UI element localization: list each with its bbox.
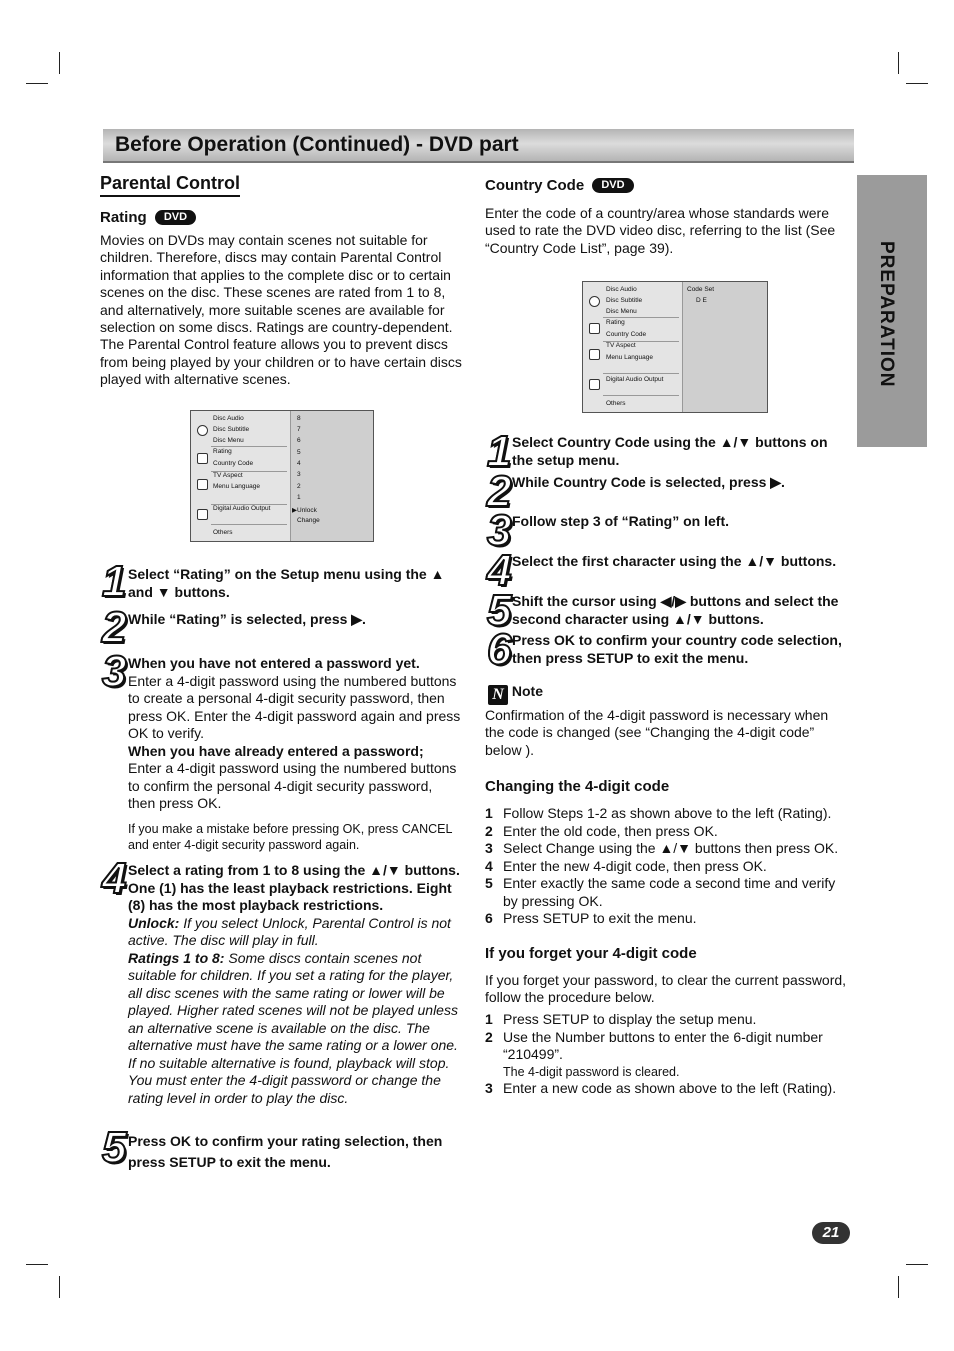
lock-icon — [589, 323, 600, 334]
rating-heading-text: Rating — [100, 209, 147, 226]
menu-item: Disc Menu — [213, 437, 244, 444]
step-number: 5 — [102, 1123, 123, 1172]
note-body: Confirmation of the 4-digit password is necessary when the code is changed (see “Changing the 4-digit code” below ). — [485, 707, 829, 758]
menu-item: Country Code — [213, 460, 254, 467]
list-item-hint: The 4-digit password is cleared. — [503, 1064, 680, 1079]
crop-mark — [59, 1276, 60, 1298]
list-item: 1 Follow Steps 1-2 as shown above to the left (Rating). — [485, 805, 832, 821]
rating-value: 8 — [297, 415, 301, 422]
section-tab — [857, 175, 927, 447]
menu-item: Disc Audio — [213, 415, 244, 422]
tv-icon — [197, 479, 208, 490]
crop-mark — [26, 1264, 48, 1265]
list-item: 5 Enter exactly the same code a second time and verify by pressing OK. — [485, 875, 836, 909]
step-number: 1 — [102, 557, 123, 606]
rating-heading — [100, 209, 196, 226]
crop-mark — [26, 83, 48, 84]
menu-item: Disc Subtitle — [606, 297, 643, 304]
menu-item: Country Code — [606, 331, 647, 338]
unlock-label: Unlock: — [128, 914, 180, 931]
speaker-icon — [589, 379, 600, 390]
step-text: Select Country Code using the ▲/▼ buttons on the setup menu. — [512, 434, 828, 468]
page-header — [103, 129, 854, 163]
list-item: 3 Select Change using the ▲/▼ buttons then press OK. — [485, 840, 839, 856]
disc-icon — [197, 425, 208, 436]
rating-value: ▶Unlock — [292, 507, 317, 514]
menu-item: Rating — [606, 319, 625, 326]
disc-icon — [589, 296, 600, 307]
menu-item: Rating — [213, 448, 232, 455]
menu-item: Digital Audio Output — [606, 376, 664, 383]
ratings-text: Some discs contain scenes not suitable for children. If you set a rating for the player, all disc scenes with the same rating or lower will be played. Higher rated scenes will not be played unless an alternative scene is available on the disc. The alternative must have the same rating or a lower one. If no suitable alternative is found, playback will stop. You must enter the 4-digit password or change the rating level in order to play the disc. — [128, 949, 458, 1106]
menu-item: TV Aspect — [606, 342, 636, 349]
step-number: 3 — [102, 647, 123, 696]
step-text: Press OK to confirm your country code selection, then press SETUP to exit the menu. — [512, 632, 842, 666]
forget-code-description: If you forget your password, to clear the current password, follow the procedure below. — [485, 972, 847, 1006]
setup-menu-country-code — [582, 281, 768, 413]
section-tab-label: PREPARATION — [876, 241, 897, 388]
note-icon: N — [488, 685, 508, 705]
rating-description: Movies on DVDs may contain scenes not suitable for children. Therefore, discs may contain Parental Control information that applies to the complete disc or to certain scenes on the disc. These scenes are rated from 1 to 8, and alternatively, more suitable scenes are available for selection on some discs. Ratings are country-dependent. The Parental Control feature allows you to prevent discs from being played by your children or to have certain discs played with alternative scenes. — [100, 232, 462, 388]
unlock-text: If you select Unlock, Parental Control is not active. The disc will play in full. — [128, 914, 451, 948]
step-text: While “Rating” is selected, press ▶. — [128, 611, 366, 627]
menu-item: Menu Language — [606, 354, 653, 361]
speaker-icon — [197, 509, 208, 520]
rating-value: 3 — [297, 471, 301, 478]
rating-value: 5 — [297, 449, 301, 456]
list-item: 2 Enter the old code, then press OK. — [485, 822, 718, 839]
forget-code-heading: If you forget your 4-digit code — [485, 945, 697, 962]
crop-mark — [59, 52, 60, 74]
step-subheading: Select a rating from 1 to 8 using the ▲/▼ buttons. One (1) has the least playback restrictions. Eight (8) has the most playback restrictions. — [128, 862, 460, 913]
step-text: Select the first character using the ▲/▼ buttons. — [512, 553, 837, 569]
list-item: 1 Press SETUP to display the setup menu. — [485, 1011, 757, 1027]
step-text: Follow step 3 of “Rating” on left. — [512, 513, 729, 529]
step-subheading: When you have not entered a password yet. — [128, 655, 420, 671]
forget-code-list — [485, 1011, 849, 1097]
crop-mark — [898, 52, 899, 74]
note-title: Note — [511, 683, 544, 699]
note-heading — [488, 683, 543, 705]
menu-item: TV Aspect — [213, 472, 243, 479]
crop-mark — [898, 1276, 899, 1298]
section-title — [100, 173, 240, 197]
list-item: 3 Enter a new code as shown above to the left (Rating). — [485, 1079, 837, 1096]
rating-value: 1 — [297, 494, 301, 501]
step-3-block — [128, 655, 462, 853]
menu-item: Others — [213, 529, 233, 536]
code-set-value: D E — [696, 297, 707, 304]
step-number: 1 — [487, 427, 508, 476]
step-number: 4 — [102, 854, 123, 903]
crop-mark — [906, 1264, 928, 1265]
rating-value: Change — [297, 517, 320, 524]
list-item: 2 Use the Number buttons to enter the 6-digit number “210499”. The 4-digit password is cleared. — [485, 1029, 849, 1080]
menu-item: Disc Audio — [606, 286, 637, 293]
step-body: Enter a 4-digit password using the numbered buttons to confirm the personal 4-digit security password, then press OK. — [128, 760, 457, 811]
page-number: 21 — [812, 1222, 850, 1244]
lock-icon — [197, 453, 208, 464]
menu-item: Digital Audio Output — [213, 505, 271, 512]
menu-item: Others — [606, 400, 626, 407]
change-code-heading: Changing the 4-digit code — [485, 778, 670, 795]
step-subheading: When you have already entered a password; — [128, 742, 424, 759]
section-title-text: Parental Control — [100, 173, 241, 193]
dvd-badge: DVD — [592, 178, 633, 193]
step-number: 2 — [102, 603, 123, 652]
step-hint: If you make a mistake before pressing OK, press CANCEL and enter 4-digit security password again. — [128, 821, 452, 852]
rating-value: 2 — [297, 483, 301, 490]
step-number: 6 — [487, 625, 508, 674]
step-text: While Country Code is selected, press ▶. — [512, 474, 785, 490]
page-title: Before Operation (Continued) - DVD part — [115, 133, 519, 156]
step-number: 3 — [487, 506, 508, 555]
tv-icon — [589, 349, 600, 360]
step-number: 2 — [487, 467, 508, 516]
menu-item: Menu Language — [213, 483, 260, 490]
menu-item: Disc Menu — [606, 308, 637, 315]
step-4-block — [128, 862, 462, 1107]
rating-value: 7 — [297, 426, 301, 433]
step-text: Shift the cursor using ◀/▶ buttons and select the second character using ▲/▼ buttons. — [512, 593, 839, 627]
country-code-heading-text: Country Code — [485, 177, 585, 194]
menu-item: Disc Subtitle — [213, 426, 250, 433]
country-code-heading — [485, 177, 634, 194]
ratings-label: Ratings 1 to 8: — [128, 949, 225, 966]
list-item: 4 Enter the new 4-digit code, then press OK. — [485, 857, 767, 874]
code-set-label: Code Set — [687, 286, 715, 293]
setup-menu-rating — [190, 410, 374, 542]
step-body: Enter a 4-digit password using the numbered buttons to create a personal 4-digit security password, then press OK. Enter the 4-digit password again and press OK to verify. — [128, 672, 461, 741]
step-number: 5 — [487, 586, 508, 635]
step-text: Press OK to confirm your rating selection, then press SETUP to exit the menu. — [128, 1133, 443, 1170]
step-number: 4 — [487, 546, 508, 595]
list-item: 6 Press SETUP to exit the menu. — [485, 910, 697, 926]
crop-mark — [906, 83, 928, 84]
rating-value: 6 — [297, 437, 301, 444]
step-text: Select “Rating” on the Setup menu using the ▲ and ▼ buttons. — [128, 566, 445, 600]
country-code-description: Enter the code of a country/area whose standards were used to rate the DVD video disc, referring to the list (See “Country Code List”, page 39). — [485, 205, 836, 256]
dvd-badge: DVD — [155, 210, 196, 225]
rating-value: 4 — [297, 460, 301, 467]
change-code-list — [485, 805, 849, 928]
